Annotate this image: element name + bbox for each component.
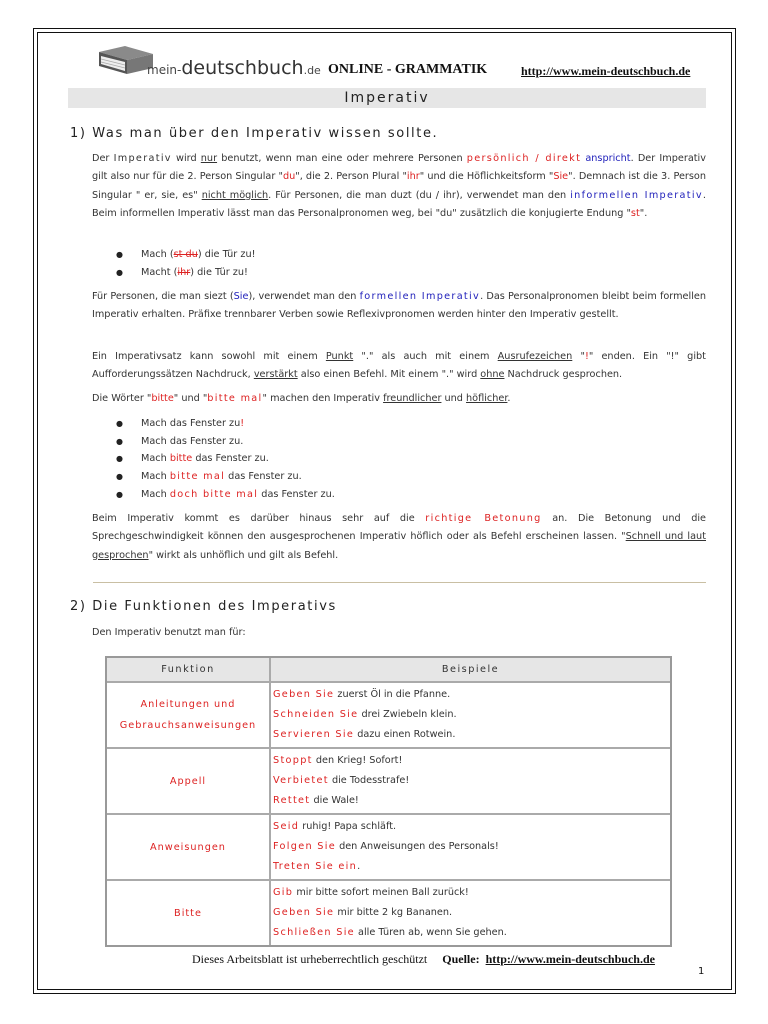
example-line (273, 771, 670, 791)
table-row (107, 749, 670, 815)
imperative-verb: Geben Sie (273, 907, 335, 918)
function-cell: Anleitungen und Gebrauchsanweisungen (107, 683, 271, 749)
imperative-verb: Treten Sie ein (273, 861, 358, 872)
example-rest: ruhig! Papa schläft. (299, 821, 397, 832)
imperative-verb: Gib (273, 887, 294, 898)
table-row (107, 881, 670, 945)
example-line (273, 791, 670, 811)
section1-paragraph-5: Beim Imperativ kommt es darüber hinaus sehr auf die richtige Betonung an. Die Betonung und die Sprechgeschwindigkeit können den ausgesprochenen Imperativ höflich oder als Befehl erscheinen lassen. "Schnell und laut gesprochen" wirkt als unhöflich und gilt als Befehl. (92, 513, 706, 561)
function-cell: Bitte (107, 881, 271, 945)
list-item: ● Mach doch bitte mal das Fenster zu. (116, 486, 335, 504)
list-item: ● Mach das Fenster zu. (116, 433, 335, 451)
example-line (273, 883, 670, 903)
example-rest: den Krieg! Sofort! (312, 755, 403, 766)
example-rest: die Wale! (310, 795, 359, 806)
logo-tld: .de (303, 64, 321, 77)
section1-heading: 1) Was man über den Imperativ wissen sollte. (70, 126, 439, 141)
table-row (107, 815, 670, 881)
example-line (273, 725, 670, 745)
section2-intro: Den Imperativ benutzt man für: (92, 627, 246, 638)
list-item: ● Mach das Fenster zu! (116, 415, 335, 433)
example-rest: dazu einen Rotwein. (354, 729, 456, 740)
example-rest: . (357, 861, 361, 872)
copyright-note: Dieses Arbeitsblatt ist urheberrechtlich geschützt (192, 952, 428, 966)
logo-main: deutschbuch (181, 57, 304, 79)
section-divider (93, 582, 706, 583)
section1-paragraph-3: Ein Imperativsatz kann sowohl mit einem Punkt "." als auch mit einem Ausrufezeichen "!" enden. Ein "!" gibt Aufforderungssätzen Nachdruck, verstärkt also einen Befehl. Mit einem "." wird ohne Nachdruck gesprochen. (92, 351, 706, 381)
function-cell: Anweisungen (107, 815, 271, 881)
example-line (273, 857, 670, 877)
page-title: Imperativ (68, 88, 706, 108)
list-item: ● Mach bitte mal das Fenster zu. (116, 468, 335, 486)
list-item: ● Mach (st du) die Tür zu! (116, 246, 255, 264)
example-line (273, 817, 670, 837)
source-label: Quelle: (442, 952, 480, 966)
example-line (273, 837, 670, 857)
header-title: ONLINE - GRAMMATIK (328, 62, 488, 77)
section1-paragraph-1: Der Imperativ wird nur benutzt, wenn man eine oder mehrere Personen persönlich / direkt anspricht. Der Imperativ gilt also nur für die 2. Person Singular "du", die 2. Person Plural "ihr" und die Höflichkeitsform "Sie". Demnach ist die 3. Person Singular " er, sie, es" nicht möglich. Für Personen, die man duzt (du / ihr), verwendet man den informellen Imperativ. Beim informellen Imperativ lässt man das Personalpronomen weg, bei "du" zusätzlich die konjugierte Endung "st". (92, 153, 707, 219)
header-url-link[interactable]: http://www.mein-deutschbuch.de (521, 64, 691, 78)
imperative-verb: Verbietet (273, 775, 329, 786)
table-row (107, 683, 670, 749)
example-line (273, 685, 670, 705)
example-line (273, 923, 670, 943)
example-line (273, 751, 670, 771)
examples-cell (271, 683, 670, 749)
example-rest: alle Türen ab, wenn Sie gehen. (354, 927, 507, 938)
footer-url-link[interactable]: http://www.mein-deutschbuch.de (485, 952, 655, 966)
logo-prefix: mein- (147, 63, 182, 77)
example-rest: mir bitte sofort meinen Ball zurück! (293, 887, 469, 898)
page-number: 1 (698, 966, 705, 977)
imperative-verb: Servieren Sie (273, 729, 355, 740)
example-rest: drei Zwiebeln klein. (358, 709, 457, 720)
list-item: ● Mach bitte das Fenster zu. (116, 450, 335, 468)
table-header-row (107, 658, 670, 683)
section2-heading: 2) Die Funktionen des Imperativs (70, 599, 337, 614)
example-rest: den Anweisungen des Personals! (335, 841, 499, 852)
list-item: ● Macht (ihr) die Tür zu! (116, 264, 255, 282)
section1-paragraph-4: Die Wörter "bitte" und "bitte mal" machen den Imperativ freundlicher und höflicher. (92, 393, 511, 404)
examples-cell (271, 815, 670, 881)
imperative-verb: Schneiden Sie (273, 709, 359, 720)
page-header (95, 44, 705, 80)
imperative-verb: Seid (273, 821, 300, 832)
informal-examples-list (116, 246, 255, 281)
imperative-verb: Schließen Sie (273, 927, 355, 938)
example-rest: zuerst Öl in die Pfanne. (334, 689, 451, 700)
function-cell: Appell (107, 749, 271, 815)
column-header-funktion: Funktion (107, 658, 271, 683)
examples-cell (271, 881, 670, 945)
page-footer (192, 952, 655, 967)
example-line (273, 705, 670, 725)
imperative-verb: Geben Sie (273, 689, 335, 700)
imperative-verb: Rettet (273, 795, 311, 806)
examples-cell (271, 749, 670, 815)
site-logo-text (147, 57, 321, 79)
example-rest: mir bitte 2 kg Bananen. (334, 907, 453, 918)
bitte-examples-list (116, 415, 335, 503)
column-header-beispiele: Beispiele (271, 658, 670, 683)
example-line (273, 903, 670, 923)
imperative-verb: Stoppt (273, 755, 313, 766)
book-logo-icon (95, 44, 155, 78)
section1-paragraph-2: Für Personen, die man siezt (Sie), verwendet man den formellen Imperativ. Das Personalpronomen bleibt beim formellen Imperativ erhalten. Präfixe trennbarer Verben sowie Reflexivpronomen werden hinter den Imperativ gestellt. (92, 291, 706, 321)
example-rest: die Todesstrafe! (328, 775, 410, 786)
imperative-verb: Folgen Sie (273, 841, 336, 852)
functions-table (105, 656, 672, 947)
